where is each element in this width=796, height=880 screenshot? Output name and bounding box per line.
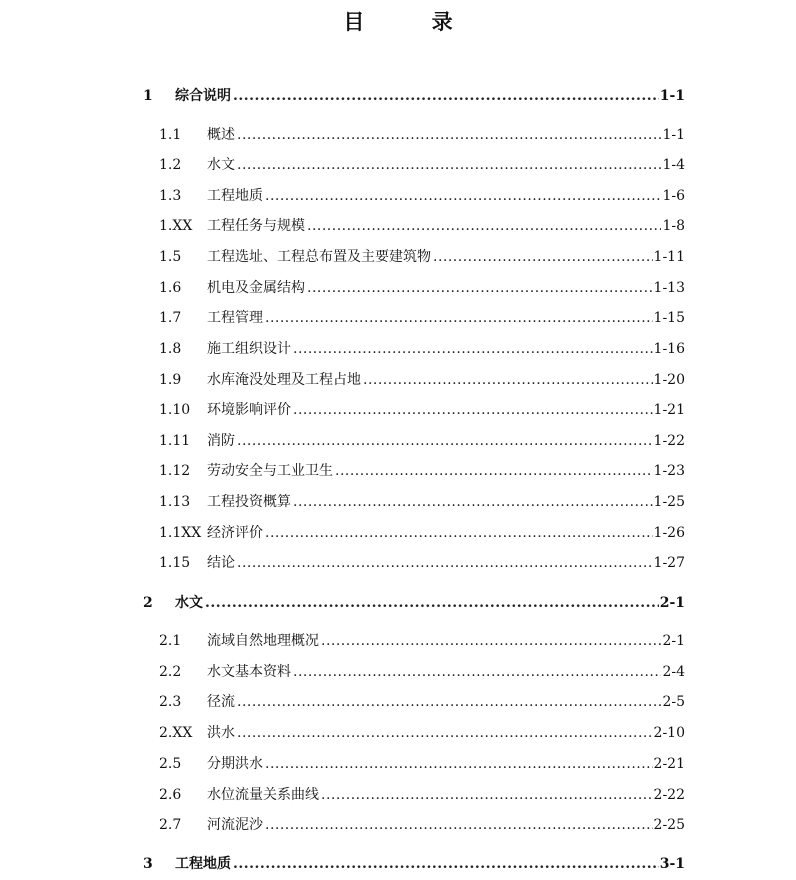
toc-entry-title: 经济评价 <box>207 525 263 541</box>
toc-entry-number: 1.13 <box>159 494 191 510</box>
toc-entry-leader <box>207 460 685 482</box>
toc-section-entry[interactable] <box>0 307 796 329</box>
toc-entry-page: 2-10 <box>653 725 685 741</box>
toc-entry-page: 1-20 <box>653 372 685 388</box>
toc-entry-number: 1.11 <box>159 433 191 449</box>
toc-entry-number: 2.1 <box>159 633 182 649</box>
toc-entry-leader <box>207 491 685 513</box>
toc-entry-page: 3-1 <box>659 856 685 872</box>
toc-entry-number: 1.1XX <box>159 525 202 541</box>
toc-entry-page: 1-6 <box>662 188 685 204</box>
dot-leader <box>237 430 653 452</box>
toc-entry-page: 2-21 <box>653 756 685 772</box>
toc-section-entry[interactable] <box>0 215 796 237</box>
toc-entry-number: 2.6 <box>159 787 182 803</box>
toc-entry-number: 1.2 <box>159 157 182 173</box>
toc-entry-page: 1-25 <box>653 494 685 510</box>
toc-entry-number: 1.1 <box>159 127 182 143</box>
toc-entry-page: 1-16 <box>653 341 685 357</box>
toc-entry-number: 2.7 <box>159 817 182 833</box>
toc-entry-title: 工程选址、工程总布置及主要建筑物 <box>207 249 431 265</box>
dot-leader <box>307 215 661 237</box>
toc-section-entry[interactable] <box>0 522 796 544</box>
toc-section-entry[interactable] <box>0 661 796 683</box>
dot-leader <box>265 753 653 775</box>
toc-section-entry[interactable] <box>0 369 796 391</box>
toc-entry-leader <box>207 722 685 744</box>
toc-entry-title: 流域自然地理概况 <box>207 633 319 649</box>
toc-section-entry[interactable] <box>0 430 796 452</box>
toc-entry-number: 2.3 <box>159 694 182 710</box>
toc-entry-number: 2 <box>143 595 153 611</box>
toc-entry-number: 3 <box>143 856 153 872</box>
toc-entry-number: 2.5 <box>159 756 182 772</box>
dot-leader <box>265 522 653 544</box>
toc-entry-title: 水库淹没处理及工程占地 <box>207 372 361 388</box>
toc-section-entry[interactable] <box>0 154 796 176</box>
toc-entry-page: 2-1 <box>659 595 685 611</box>
toc-entry-page: 2-1 <box>662 633 685 649</box>
dot-leader <box>293 338 653 360</box>
dot-leader <box>237 552 653 574</box>
toc-entry-leader <box>207 661 685 683</box>
toc-section-entry[interactable] <box>0 491 796 513</box>
dot-leader <box>321 784 653 806</box>
toc-entry-title: 综合说明 <box>175 88 231 104</box>
toc-entry-title: 水位流量关系曲线 <box>207 787 319 803</box>
toc-section-entry[interactable] <box>0 552 796 574</box>
toc-chapter-entry[interactable] <box>0 592 796 614</box>
toc-entry-title: 劳动安全与工业卫生 <box>207 463 333 479</box>
toc-entry-title: 环境影响评价 <box>207 402 291 418</box>
toc-entry-page: 1-22 <box>653 433 685 449</box>
toc-entry-number: 1.6 <box>159 280 182 296</box>
toc-entry-title: 施工组织设计 <box>207 341 291 357</box>
toc-section-entry[interactable] <box>0 460 796 482</box>
dot-leader <box>335 460 653 482</box>
toc-entry-title: 工程管理 <box>207 310 263 326</box>
toc-section-entry[interactable] <box>0 277 796 299</box>
toc-entry-title: 结论 <box>207 555 235 571</box>
toc-entry-page: 1-23 <box>653 463 685 479</box>
toc-entry-leader <box>207 369 685 391</box>
dot-leader <box>293 491 653 513</box>
page-title: 目 录 <box>343 9 483 34</box>
toc-section-entry[interactable] <box>0 722 796 744</box>
toc-entry-title: 工程地质 <box>175 856 231 872</box>
toc-entry-leader <box>207 124 685 146</box>
toc-entry-page: 2-22 <box>653 787 685 803</box>
toc-chapter-entry[interactable] <box>0 853 796 875</box>
toc-section-entry[interactable] <box>0 338 796 360</box>
toc-entry-leader <box>207 552 685 574</box>
toc-entry-number: 1.5 <box>159 249 182 265</box>
toc-entry-title: 概述 <box>207 127 235 143</box>
toc-entry-number: 1.10 <box>159 402 191 418</box>
toc-entry-leader <box>207 399 685 421</box>
dot-leader <box>321 630 661 652</box>
toc-entry-page: 1-21 <box>653 402 685 418</box>
toc-entry-leader <box>207 814 685 836</box>
toc-section-entry[interactable] <box>0 185 796 207</box>
dot-leader <box>433 246 653 268</box>
dot-leader <box>233 853 659 875</box>
toc-entry-page: 1-4 <box>662 157 685 173</box>
dot-leader <box>237 691 661 713</box>
toc-entry-leader <box>207 215 685 237</box>
toc-entry-title: 消防 <box>207 433 235 449</box>
dot-leader <box>293 399 653 421</box>
toc-entry-leader <box>207 246 685 268</box>
toc-entry-page: 1-27 <box>653 555 685 571</box>
dot-leader <box>237 722 653 744</box>
toc-section-entry[interactable] <box>0 784 796 806</box>
toc-entry-leader <box>175 85 685 107</box>
toc-section-entry[interactable] <box>0 753 796 775</box>
dot-leader <box>237 124 661 146</box>
toc-entry-number: 1.3 <box>159 188 182 204</box>
toc-entry-number: 1 <box>143 88 153 104</box>
toc-entry-leader <box>207 630 685 652</box>
toc-entry-leader <box>207 522 685 544</box>
dot-leader <box>205 592 659 614</box>
toc-entry-title: 工程投资概算 <box>207 494 291 510</box>
toc-entry-title: 工程地质 <box>207 188 263 204</box>
toc-entry-leader <box>207 185 685 207</box>
toc-entry-page: 1-26 <box>653 525 685 541</box>
toc-entry-number: 2.2 <box>159 664 182 680</box>
toc-entry-page: 1-13 <box>653 280 685 296</box>
toc-entry-page: 2-4 <box>662 664 685 680</box>
dot-leader <box>265 814 653 836</box>
toc-entry-leader <box>207 691 685 713</box>
toc-entry-leader <box>175 853 685 875</box>
toc-entry-page: 2-5 <box>662 694 685 710</box>
toc-entry-title: 机电及金属结构 <box>207 280 305 296</box>
toc-entry-leader <box>207 784 685 806</box>
dot-leader <box>307 277 653 299</box>
dot-leader <box>363 369 653 391</box>
toc-entry-page: 1-8 <box>662 218 685 234</box>
toc-entry-number: 1.8 <box>159 341 182 357</box>
toc-entry-number: 1.7 <box>159 310 182 326</box>
toc-entry-title: 径流 <box>207 694 235 710</box>
toc-entry-number: 1.12 <box>159 463 191 479</box>
toc-entry-title: 水文 <box>207 157 235 173</box>
toc-section-entry[interactable] <box>0 399 796 421</box>
toc-entry-title: 水文基本资料 <box>207 664 291 680</box>
toc-entry-number: 1.15 <box>159 555 191 571</box>
toc-entry-page: 2-25 <box>653 817 685 833</box>
toc-section-entry[interactable] <box>0 246 796 268</box>
toc-entry-leader <box>207 277 685 299</box>
toc-section-entry[interactable] <box>0 814 796 836</box>
toc-entry-number: 1.9 <box>159 372 182 388</box>
toc-entry-number: 1.XX <box>159 218 193 234</box>
toc-entry-leader <box>207 307 685 329</box>
toc-section-entry[interactable] <box>0 630 796 652</box>
toc-entry-title: 洪水 <box>207 725 235 741</box>
toc-entry-leader <box>207 338 685 360</box>
toc-entry-leader <box>207 430 685 452</box>
dot-leader <box>237 154 661 176</box>
toc-entry-page: 1-11 <box>653 249 685 265</box>
toc-entry-number: 2.XX <box>159 725 193 741</box>
toc-entry-leader <box>175 592 685 614</box>
dot-leader <box>233 85 659 107</box>
toc-entry-page: 1-1 <box>662 127 685 143</box>
toc-entry-title: 工程任务与规模 <box>207 218 305 234</box>
dot-leader <box>293 661 661 683</box>
toc-entry-page: 1-15 <box>653 310 685 326</box>
dot-leader <box>265 307 653 329</box>
toc-entry-title: 水文 <box>175 595 203 611</box>
toc-entry-page: 1-1 <box>659 88 685 104</box>
toc-entry-leader <box>207 753 685 775</box>
toc-section-entry[interactable] <box>0 691 796 713</box>
toc-section-entry[interactable] <box>0 124 796 146</box>
toc-entry-leader <box>207 154 685 176</box>
toc-chapter-entry[interactable] <box>0 85 796 107</box>
toc-entry-title: 分期洪水 <box>207 756 263 772</box>
toc-entry-title: 河流泥沙 <box>207 817 263 833</box>
dot-leader <box>265 185 661 207</box>
